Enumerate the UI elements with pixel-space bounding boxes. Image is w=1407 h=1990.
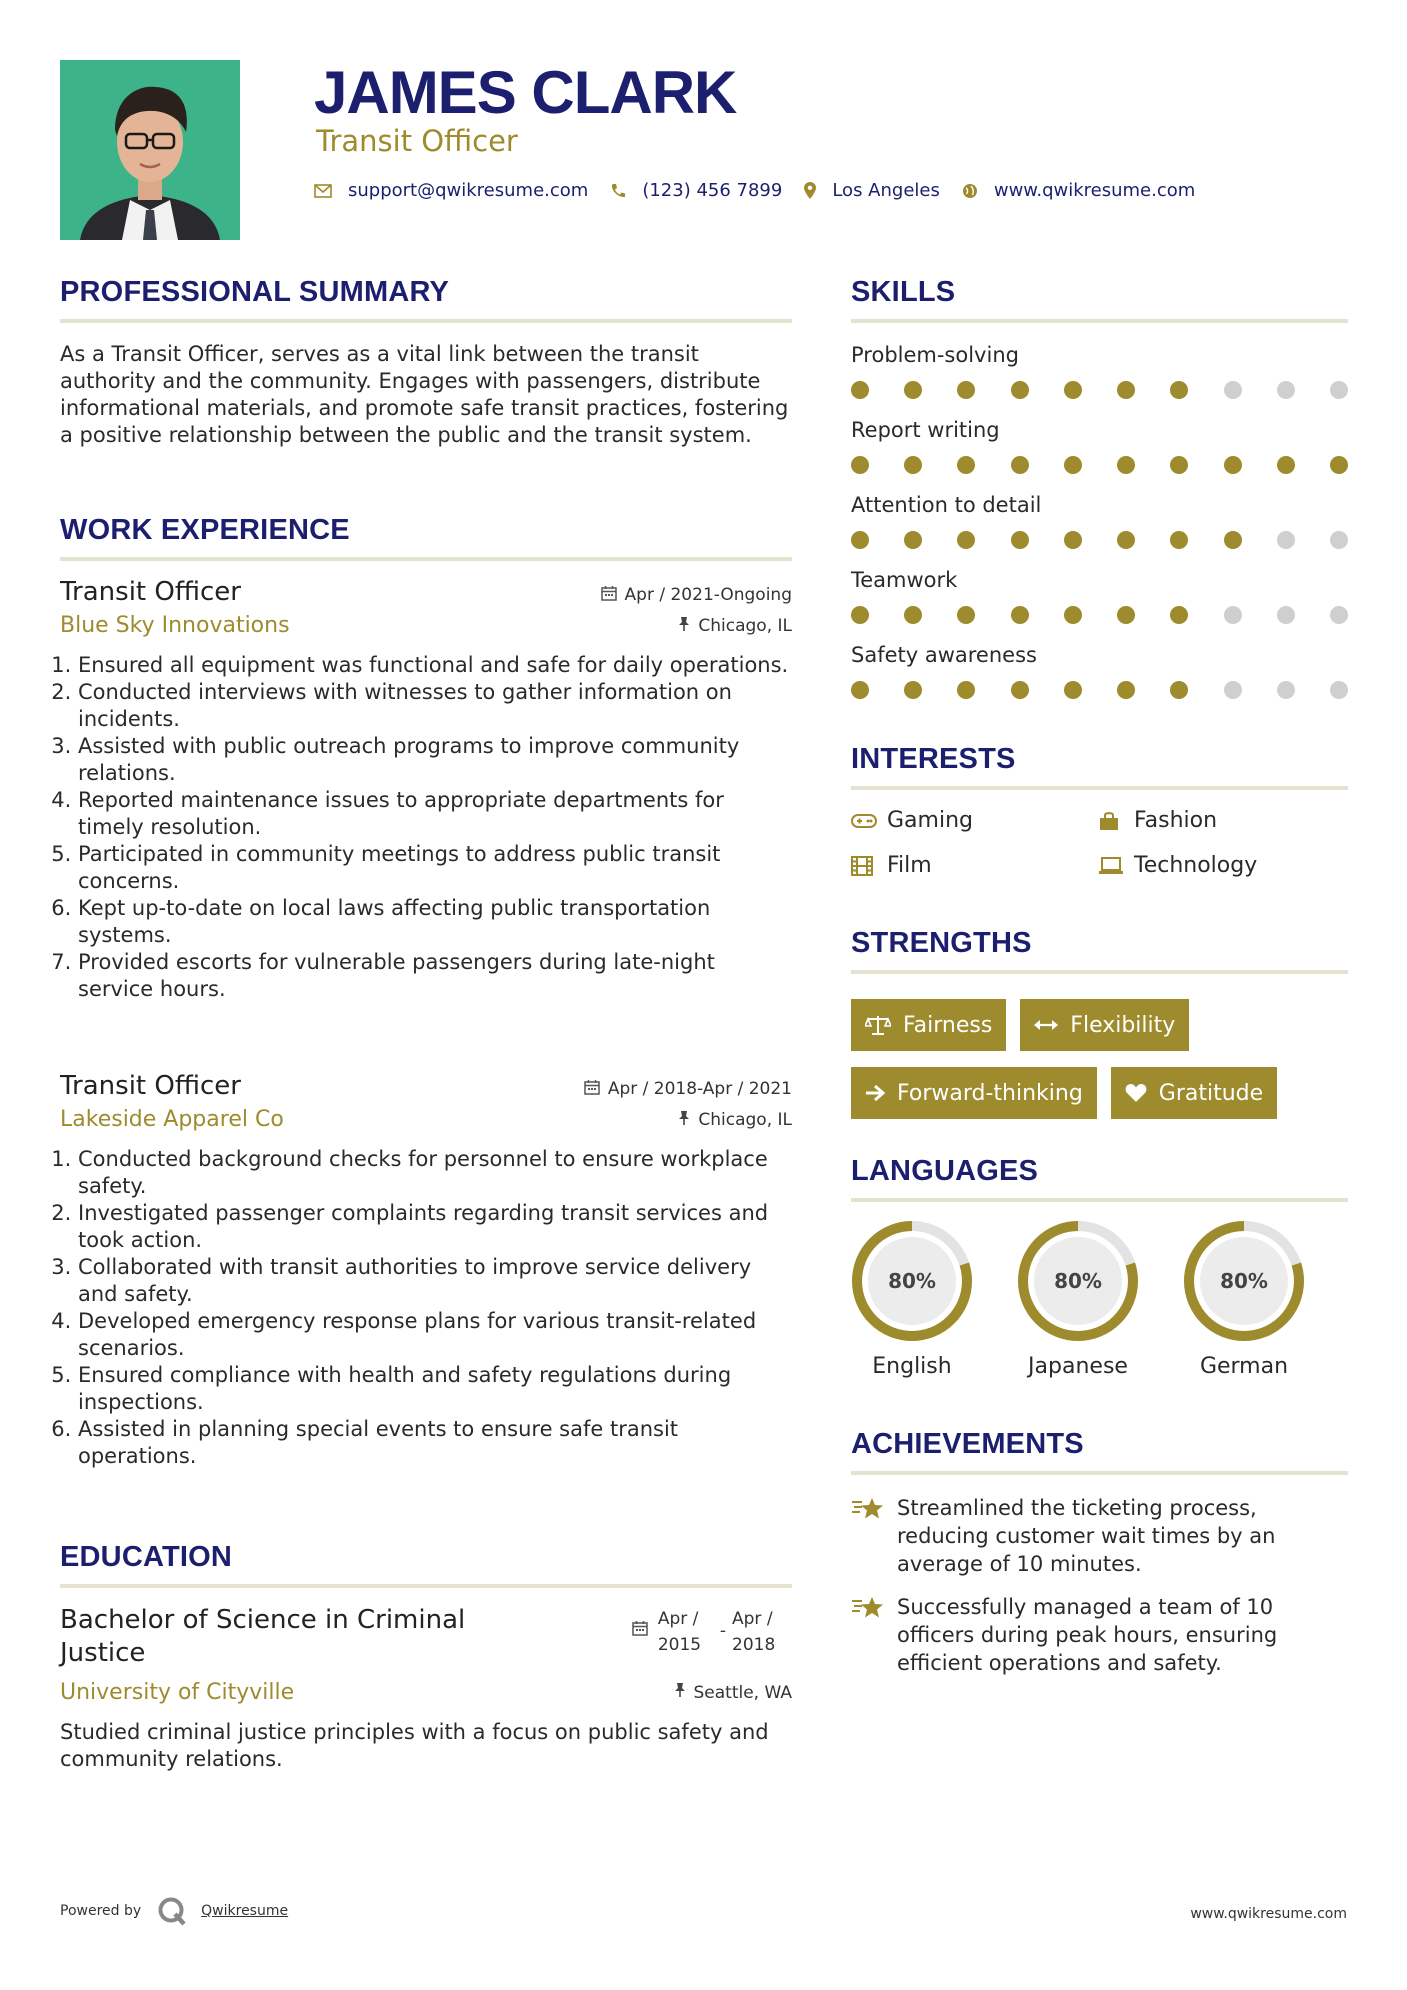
footer-website[interactable]: www.qwikresume.com — [1190, 1906, 1347, 1922]
section-heading: EDUCATION — [60, 1541, 233, 1573]
date-line: 2015 — [657, 1635, 702, 1655]
interest-item — [1098, 853, 1348, 878]
skill-dot-filled — [1011, 456, 1029, 474]
skill-dot-filled — [904, 531, 922, 549]
section-heading: LANGUAGES — [851, 1155, 1039, 1187]
language-percent: 80% — [1054, 1269, 1102, 1293]
strength-tag — [851, 999, 1006, 1051]
footer-powered-by — [60, 1896, 288, 1926]
skill-dot-filled — [1170, 381, 1188, 399]
section-divider — [60, 319, 792, 323]
language-progress-ring — [1017, 1220, 1139, 1342]
job-entry — [60, 577, 792, 1003]
job-location — [678, 616, 792, 636]
language-item — [1017, 1220, 1139, 1379]
job-bullets — [60, 1146, 792, 1470]
education-location-text: Seattle, WA — [693, 1682, 792, 1703]
calendar-icon — [601, 585, 617, 605]
section-divider — [851, 319, 1348, 323]
list-item: 2. Investigated passenger complaints regarding transit services and took action. — [78, 1200, 792, 1254]
work-section-heading — [60, 514, 792, 561]
strength-label: Gratitude — [1158, 1080, 1264, 1106]
qwikresume-link[interactable]: Qwikresume — [201, 1903, 289, 1919]
skill-dot-filled — [1277, 456, 1295, 474]
section-divider — [851, 1198, 1348, 1202]
section-heading: INTERESTS — [851, 743, 1016, 775]
language-progress-ring — [851, 1220, 973, 1342]
skill-dot-filled — [851, 606, 869, 624]
list-item: 7. Provided escorts for vulnerable passengers during late-night service hours. — [78, 949, 792, 1003]
interest-item — [851, 853, 1098, 878]
skill-dot-filled — [904, 456, 922, 474]
skill-dot-empty — [1224, 381, 1242, 399]
skill-dot-empty — [1277, 381, 1295, 399]
skill-rating — [851, 681, 1348, 699]
list-item: 4. Reported maintenance issues to appropriate departments for timely resolution. — [78, 787, 792, 841]
interests-section-heading — [851, 743, 1348, 790]
pin-icon — [674, 1682, 686, 1703]
calendar-icon — [632, 1618, 648, 1644]
contact-email[interactable] — [314, 180, 588, 201]
degree-title: Bachelor of Science in Criminal Justice — [60, 1605, 466, 1668]
skill-dot-filled — [1170, 531, 1188, 549]
date-line: Apr / — [732, 1609, 773, 1629]
skill-dot-filled — [1117, 381, 1135, 399]
job-bullets — [60, 652, 792, 1003]
skill-name: Teamwork — [851, 568, 958, 592]
achievement-text: Streamlined the ticketing process, reducing customer wait times by an average of 10 minutes. — [897, 1496, 1276, 1576]
interests-list — [851, 808, 1348, 878]
skill-rating — [851, 606, 1348, 624]
section-heading: WORK EXPERIENCE — [60, 514, 350, 546]
language-item — [1183, 1220, 1305, 1379]
strength-label: Fairness — [903, 1012, 993, 1038]
strength-tag — [1111, 1067, 1277, 1119]
language-name: English — [872, 1354, 952, 1379]
powered-by-label: Powered by — [60, 1903, 142, 1919]
skill-dot-filled — [957, 381, 975, 399]
contact-bar — [314, 180, 1217, 201]
skill-dot-filled — [1064, 681, 1082, 699]
strengths-list — [851, 999, 1348, 1135]
education-location — [674, 1682, 793, 1703]
interest-label: Gaming — [887, 808, 973, 833]
company-name: Lakeside Apparel Co — [60, 1107, 284, 1132]
calendar-icon — [584, 1079, 600, 1099]
date-line: Apr / — [657, 1609, 699, 1629]
section-divider — [60, 1584, 792, 1588]
job-location-text: Chicago, IL — [698, 1109, 792, 1130]
skill-item — [851, 418, 1348, 474]
skill-item — [851, 493, 1348, 549]
skill-dot-filled — [1064, 381, 1082, 399]
job-dates-text: Apr / 2018-Apr / 2021 — [607, 1079, 792, 1099]
strength-label: Flexibility — [1070, 1012, 1176, 1038]
date-line: 2018 — [732, 1635, 776, 1655]
skill-rating — [851, 381, 1348, 399]
arrows-horizontal-icon — [1034, 1019, 1058, 1031]
skill-dot-empty — [1330, 381, 1348, 399]
skill-rating — [851, 531, 1348, 549]
candidate-name: JAMES CLARK — [314, 59, 737, 126]
skill-name: Attention to detail — [851, 493, 1042, 517]
skill-dot-empty — [1330, 531, 1348, 549]
location-text: Los Angeles — [832, 180, 940, 201]
list-item: 2. Conducted interviews with witnesses to gather information on incidents. — [78, 679, 792, 733]
list-item: 5. Ensured compliance with health and safety regulations during inspections. — [78, 1362, 792, 1416]
laptop-icon — [1098, 857, 1134, 875]
languages-list — [851, 1220, 1349, 1379]
skill-dot-filled — [1224, 531, 1242, 549]
skill-item — [851, 643, 1348, 699]
contact-location — [804, 180, 940, 201]
education-entry — [60, 1604, 792, 1773]
achievement-item — [851, 1494, 1348, 1578]
list-item: 5. Participated in community meetings to address public transit concerns. — [78, 841, 792, 895]
interest-item — [1098, 808, 1348, 833]
email-text: support@qwikresume.com — [348, 180, 589, 201]
balance-scale-icon — [865, 1014, 891, 1036]
skill-dot-filled — [851, 381, 869, 399]
heart-icon — [1125, 1083, 1147, 1103]
school-name: University of Cityville — [60, 1680, 295, 1705]
job-title: Transit Officer — [60, 1071, 241, 1101]
education-end-date — [732, 1606, 792, 1658]
gamepad-icon — [851, 813, 887, 829]
skill-name: Report writing — [851, 418, 1000, 442]
skill-dot-filled — [1011, 531, 1029, 549]
interest-item — [851, 808, 1098, 833]
skill-dot-filled — [1064, 531, 1082, 549]
skill-dot-filled — [1330, 456, 1348, 474]
education-description: Studied criminal justice principles with a focus on public safety and community relations. — [60, 1720, 769, 1771]
section-heading: PROFESSIONAL SUMMARY — [60, 276, 450, 308]
achievement-item — [851, 1593, 1348, 1677]
skill-dot-empty — [1277, 531, 1295, 549]
pin-icon — [678, 1110, 690, 1130]
skill-dot-filled — [1011, 681, 1029, 699]
skill-dot-empty — [1330, 606, 1348, 624]
shopping-bag-icon — [1098, 811, 1134, 831]
job-dates-text: Apr / 2021-Ongoing — [624, 585, 792, 605]
candidate-title: Transit Officer — [316, 124, 518, 158]
strength-tag — [851, 1067, 1097, 1119]
section-heading: ACHIEVEMENTS — [851, 1428, 1084, 1460]
language-progress-ring — [1183, 1220, 1305, 1342]
section-divider — [851, 1471, 1348, 1475]
qwikresume-logo-icon — [157, 1896, 187, 1926]
education-start-date — [658, 1606, 718, 1658]
date-separator: - — [719, 1621, 726, 1641]
contact-website[interactable] — [962, 180, 1195, 201]
job-location-text: Chicago, IL — [698, 615, 792, 636]
job-location — [678, 1110, 792, 1130]
section-divider — [60, 557, 792, 561]
shooting-star-icon — [851, 1494, 897, 1578]
interest-label: Fashion — [1134, 808, 1218, 833]
envelope-icon — [314, 184, 332, 198]
map-marker-icon — [804, 182, 816, 199]
skill-name: Problem-solving — [851, 343, 1019, 367]
education-section-heading — [60, 1541, 792, 1588]
list-item: 6. Assisted in planning special events to ensure safe transit operations. — [78, 1416, 792, 1470]
skill-dot-filled — [851, 681, 869, 699]
languages-section-heading — [851, 1155, 1348, 1202]
list-item: 4. Developed emergency response plans for various transit-related scenarios. — [78, 1308, 792, 1362]
skill-dot-filled — [1064, 456, 1082, 474]
strength-label: Forward-thinking — [897, 1080, 1083, 1106]
job-dates — [601, 585, 792, 605]
shooting-star-icon — [851, 1593, 897, 1677]
section-divider — [851, 786, 1348, 790]
skill-rating — [851, 456, 1348, 474]
profile-photo — [60, 60, 240, 240]
skill-dot-filled — [1170, 456, 1188, 474]
skills-section-heading — [851, 276, 1348, 323]
section-divider — [851, 970, 1348, 974]
company-name: Blue Sky Innovations — [60, 613, 290, 638]
skill-dot-filled — [904, 606, 922, 624]
pin-icon — [678, 616, 690, 636]
skill-dot-filled — [904, 681, 922, 699]
skill-name: Safety awareness — [851, 643, 1037, 667]
summary-text: As a Transit Officer, serves as a vital link between the transit authority and the community. Engages with passengers, distribute informational materials, and promote safe transit practices, fostering a positive relationship between the public and the transit system. — [60, 342, 789, 447]
skill-dot-filled — [1117, 606, 1135, 624]
phone-text: (123) 456 7899 — [642, 180, 783, 201]
website-text: www.qwikresume.com — [993, 180, 1196, 201]
skill-dot-filled — [1170, 681, 1188, 699]
section-heading: STRENGTHS — [851, 927, 1032, 959]
skill-dot-filled — [957, 606, 975, 624]
list-item: 1. Ensured all equipment was functional and safe for daily operations. — [78, 652, 792, 679]
skill-dot-filled — [1117, 681, 1135, 699]
language-name: German — [1199, 1354, 1289, 1379]
skill-item — [851, 568, 1348, 624]
skill-dot-filled — [957, 681, 975, 699]
skill-dot-empty — [1330, 681, 1348, 699]
skill-item — [851, 343, 1348, 399]
education-dates — [632, 1606, 792, 1670]
contact-phone[interactable] — [610, 180, 782, 201]
language-percent: 80% — [1220, 1269, 1268, 1293]
globe-icon — [962, 183, 978, 199]
summary-section — [60, 276, 792, 449]
section-heading: SKILLS — [851, 276, 956, 308]
job-entry — [60, 1071, 792, 1470]
achievements-section-heading — [851, 1428, 1348, 1475]
skill-dot-filled — [904, 381, 922, 399]
job-title: Transit Officer — [60, 577, 241, 607]
language-percent: 80% — [888, 1269, 936, 1293]
arrow-right-icon — [865, 1084, 885, 1102]
skill-dot-filled — [1011, 381, 1029, 399]
list-item: 6. Kept up-to-date on local laws affecting public transportation systems. — [78, 895, 792, 949]
skill-dot-empty — [1277, 606, 1295, 624]
list-item: 3. Collaborated with transit authorities to improve service delivery and safety. — [78, 1254, 792, 1308]
list-item: 1. Conducted background checks for personnel to ensure workplace safety. — [78, 1146, 792, 1200]
skill-dot-empty — [1277, 681, 1295, 699]
strength-tag — [1020, 999, 1189, 1051]
skill-dot-filled — [1224, 456, 1242, 474]
skill-dot-filled — [851, 531, 869, 549]
list-item: 3. Assisted with public outreach programs to improve community relations. — [78, 733, 792, 787]
interest-label: Technology — [1134, 853, 1258, 878]
strengths-section-heading — [851, 927, 1348, 974]
skill-dot-filled — [1117, 531, 1135, 549]
achievement-text: Successfully managed a team of 10 officers during peak hours, ensuring efficient operations and safety. — [897, 1595, 1278, 1675]
language-name: Japanese — [1028, 1354, 1128, 1379]
skill-dot-filled — [1170, 606, 1188, 624]
skill-dot-empty — [1224, 681, 1242, 699]
skill-dot-filled — [851, 456, 869, 474]
film-icon — [851, 856, 887, 876]
interest-label: Film — [887, 853, 932, 878]
skill-dot-filled — [957, 531, 975, 549]
language-item — [851, 1220, 973, 1379]
skill-dot-filled — [1064, 606, 1082, 624]
skill-dot-filled — [1011, 606, 1029, 624]
job-dates — [584, 1079, 792, 1099]
phone-icon — [610, 183, 626, 199]
skill-dot-filled — [957, 456, 975, 474]
skill-dot-empty — [1224, 606, 1242, 624]
skill-dot-filled — [1117, 456, 1135, 474]
